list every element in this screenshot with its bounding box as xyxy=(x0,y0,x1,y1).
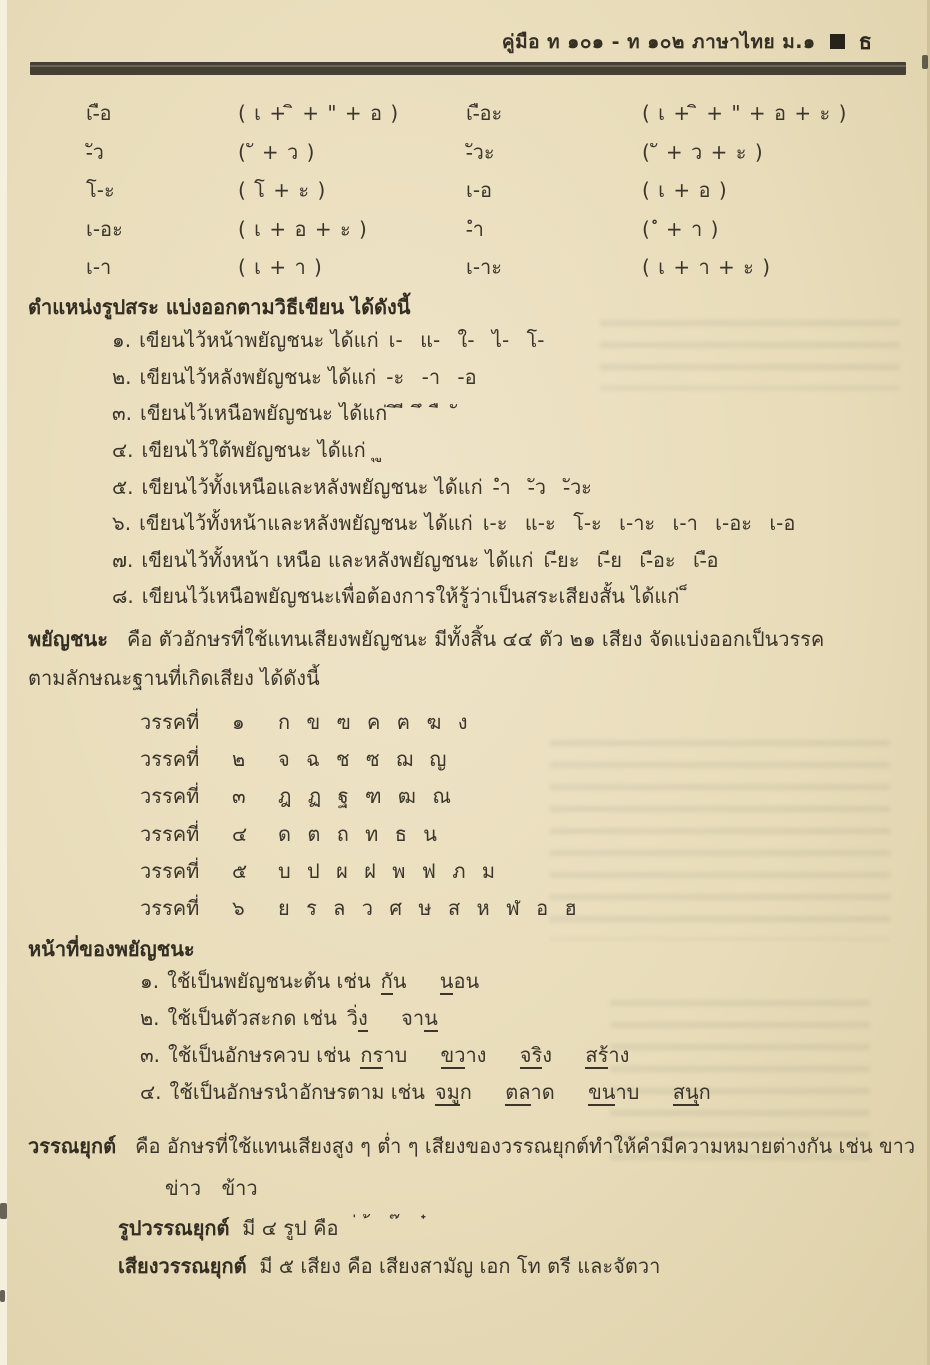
item-number: ๑. xyxy=(140,968,160,993)
consonant-class-row xyxy=(140,889,577,926)
item-examples: ิ ี ึ ื ั xyxy=(397,401,469,426)
consonant-class-row xyxy=(140,703,577,740)
list-item xyxy=(112,578,795,615)
item-examples: ุ ู xyxy=(375,438,394,463)
row-label: วรรคที่ xyxy=(140,746,200,771)
item-number: ๔. xyxy=(140,1079,162,1104)
vowel-form: เ-า xyxy=(86,255,112,280)
vowel-form: -ัว xyxy=(86,139,104,164)
example-word: สร้าง xyxy=(585,1042,630,1067)
list-item xyxy=(112,468,795,505)
vowel-position-list xyxy=(112,322,795,615)
vowel-formula: ( เ + า ) xyxy=(238,255,323,280)
vowel-form: เ-อะ xyxy=(86,216,123,241)
row-letters: บ ป ผ ฝ พ ฟ ภ ม xyxy=(278,858,496,883)
scan-artifact xyxy=(0,1203,7,1219)
tone-forms-text: มี ๔ รูป คือ xyxy=(242,1216,339,1240)
vowel-row xyxy=(86,133,910,172)
consonant-class-row xyxy=(140,740,577,777)
row-label: วรรคที่ xyxy=(140,896,200,921)
header-title: คู่มือ ท ๑๐๑ - ท ๑๐๒ ภาษาไทย ม.๑ xyxy=(501,30,816,53)
item-examples: เ-ะ แ-ะ โ-ะ เ-าะ เ-า เ-อะ เ-อ xyxy=(482,511,796,536)
row-number: ๔ xyxy=(232,821,248,846)
row-number: ๕ xyxy=(232,858,248,883)
item-number: ๑. xyxy=(112,328,132,353)
black-square-icon xyxy=(830,34,845,49)
item-number: ๓. xyxy=(140,1042,161,1067)
vowel-form: เ-อ xyxy=(466,178,493,203)
item-examples: -ำ -ัว -ัวะ xyxy=(492,474,592,499)
vowel-formula: ( ั + ว ) xyxy=(238,139,316,164)
item-number: ๖. xyxy=(112,511,132,536)
row-letters: จ ฉ ช ซ ฌ ญ xyxy=(278,746,447,771)
list-item xyxy=(112,359,795,396)
consonant-class-table xyxy=(140,703,577,927)
consonant-class-row xyxy=(140,815,577,852)
vowel-formula: ( โ + ะ ) xyxy=(238,178,327,203)
item-number: ๘. xyxy=(112,584,134,609)
example-word: จริง xyxy=(519,1042,553,1067)
vowel-formula: ( เ + า + ะ ) xyxy=(642,255,772,280)
vowel-formula: ( ํ + า ) xyxy=(642,216,720,241)
row-label: วรรคที่ xyxy=(140,858,200,883)
consonant-class-row xyxy=(140,778,577,815)
tone-forms-lead: รูปวรรณยุกต์ xyxy=(118,1216,230,1240)
item-number: ๕. xyxy=(112,474,134,499)
item-number: ๔. xyxy=(112,438,134,463)
tone-intro xyxy=(28,1130,916,1162)
example-word: ตลาด xyxy=(505,1079,555,1104)
tone-sounds-text: มี ๕ เสียง คือ เสียงสามัญ เอก โท ตรี และจัตวา xyxy=(259,1254,661,1278)
item-examples: เ-ียะ เ-ีย เ-ือะ เ-ือ xyxy=(543,547,719,572)
intro-text: ตามลักษณะฐานที่เกิดเสียง ได้ดังนี้ xyxy=(28,666,320,690)
item-examples: เ- แ- ใ- ไ- โ- xyxy=(388,328,545,353)
consonant-functions-heading: หน้าที่ของพยัญชนะ xyxy=(28,937,195,961)
item-examples: -ะ -า -อ xyxy=(386,364,477,389)
vowel-position-heading: ตำแหน่งรูปสระ แบ่งออกตามวิธีเขียน ได้ดังนี้ xyxy=(28,295,411,319)
row-letters: ฎ ฏ ฐ ฑ ฒ ณ xyxy=(278,784,451,809)
section-lead-word: พยัญชนะ xyxy=(28,627,108,651)
row-letters: ด ต ถ ท ธ น xyxy=(278,821,437,846)
tone-intro-text: คือ อักษรที่ใช้แทนเสียงสูง ๆ ต่ำ ๆ เสียงของวรรณยุกต์ทำให้คำมีความหมายต่างกัน เช่น ขาว xyxy=(135,1134,916,1158)
list-item xyxy=(112,542,795,579)
vowel-form: -ำ xyxy=(466,216,484,241)
section-lead-word: วรรณยุกต์ xyxy=(28,1134,117,1158)
tone-mark-glyphs: ่ ้ ๊ ๋ xyxy=(356,1216,450,1240)
example-word: กัน xyxy=(380,968,407,993)
row-number: ๖ xyxy=(232,896,245,921)
example-word: จมูก xyxy=(434,1079,472,1104)
item-text: ใช้เป็นอักษรควบ เช่น xyxy=(168,1042,351,1067)
consonant-class-row xyxy=(140,852,577,889)
example-word: กราบ xyxy=(360,1042,408,1067)
example-word: ขนาบ xyxy=(588,1079,640,1104)
item-text: เขียนไว้เหนือพยัญชนะ ได้แก่ xyxy=(140,401,388,426)
vowel-row xyxy=(86,248,910,287)
consonant-functions-list xyxy=(140,962,727,1110)
item-number: ๗. xyxy=(112,547,134,572)
vowel-form: -ัวะ xyxy=(466,139,495,164)
item-text: ใช้เป็นอักษรนำอักษรตาม เช่น xyxy=(169,1079,425,1104)
row-letters: ก ข ฃ ค ฅ ฆ ง xyxy=(278,709,468,734)
vowel-formula: ( เ + อ + ะ ) xyxy=(238,216,368,241)
vowel-row xyxy=(86,171,910,210)
list-item xyxy=(140,1036,727,1073)
item-text: เขียนไว้หลังพยัญชนะ ได้แก่ xyxy=(139,364,377,389)
item-number: ๒. xyxy=(112,364,132,389)
item-text: เขียนไว้เหนือพยัญชนะเพื่อต้องการให้รู้ว่าเป็นสระเสียงสั้น ได้แก่ xyxy=(141,584,680,609)
vowel-formula: ( เ + ิ + " + อ ) xyxy=(238,101,400,126)
row-letters: ย ร ล ว ศ ษ ส ห ฬ อ ฮ xyxy=(278,896,577,921)
example-word: วิ่ง xyxy=(346,1005,368,1030)
scan-artifact xyxy=(0,1290,5,1302)
example-word: ขวาง xyxy=(440,1042,487,1067)
tone-example-words: ข่าว ข้าว xyxy=(165,1176,258,1200)
list-item xyxy=(140,999,727,1036)
item-text: ใช้เป็นพยัญชนะต้น เช่น xyxy=(167,968,371,993)
list-item xyxy=(140,962,727,999)
vowel-row xyxy=(86,94,910,133)
row-label: วรรคที่ xyxy=(140,784,200,809)
vowel-row xyxy=(86,210,910,249)
vowel-formula: ( ั + ว + ะ ) xyxy=(642,139,764,164)
example-word: สนุก xyxy=(672,1079,711,1104)
scan-artifact xyxy=(922,55,928,69)
consonant-intro xyxy=(28,620,906,698)
example-word: นอน xyxy=(439,968,480,993)
list-item xyxy=(112,432,795,469)
vowel-form: เ-าะ xyxy=(466,255,503,280)
row-number: ๓ xyxy=(232,784,246,809)
page-number: ธ xyxy=(858,30,872,55)
item-text: เขียนไว้ใต้พยัญชนะ ได้แก่ xyxy=(141,438,366,463)
vowel-formula: ( เ + อ ) xyxy=(642,178,728,203)
item-number: ๓. xyxy=(112,401,133,426)
tone-sounds-line xyxy=(118,1250,660,1282)
item-text: เขียนไว้ทั้งหน้าและหลังพยัญชนะ ได้แก่ xyxy=(139,511,473,536)
item-text: ใช้เป็นตัวสะกด เช่น xyxy=(167,1005,337,1030)
intro-text: คือ ตัวอักษรที่ใช้แทนเสียงพยัญชนะ มีทั้งสิ้น ๔๔ ตัว ๒๑ เสียง จัดแบ่งออกเป็นวรรค xyxy=(127,627,825,651)
bleedthrough-smudge xyxy=(550,740,890,940)
list-item xyxy=(112,395,795,432)
item-text: เขียนไว้ทั้งเหนือและหลังพยัญชนะ ได้แก่ xyxy=(141,474,483,499)
vowel-form: เ-ือะ xyxy=(466,101,503,126)
list-item xyxy=(140,1073,727,1110)
row-number: ๑ xyxy=(232,709,245,734)
tone-forms-line xyxy=(118,1212,449,1244)
vowel-table xyxy=(86,94,910,287)
example-word: จาน xyxy=(401,1005,438,1030)
header-rule xyxy=(30,62,906,75)
row-label: วรรคที่ xyxy=(140,821,200,846)
row-number: ๒ xyxy=(232,746,246,771)
item-number: ๒. xyxy=(140,1005,160,1030)
item-text: เขียนไว้หน้าพยัญชนะ ได้แก่ xyxy=(139,328,379,353)
list-item xyxy=(112,322,795,359)
scan-left-edge xyxy=(0,0,7,1365)
vowel-formula: ( เ + ิ + " + อ + ะ ) xyxy=(642,101,848,126)
page-header xyxy=(502,24,872,59)
tone-sounds-lead: เสียงวรรณยุกต์ xyxy=(118,1254,247,1278)
vowel-form: โ-ะ xyxy=(86,178,115,203)
item-text: เขียนไว้ทั้งหน้า เหนือ และหลังพยัญชนะ ได้แก่ xyxy=(141,547,534,572)
vowel-form: เ-ือ xyxy=(86,101,112,126)
row-label: วรรคที่ xyxy=(140,709,200,734)
list-item xyxy=(112,505,795,542)
